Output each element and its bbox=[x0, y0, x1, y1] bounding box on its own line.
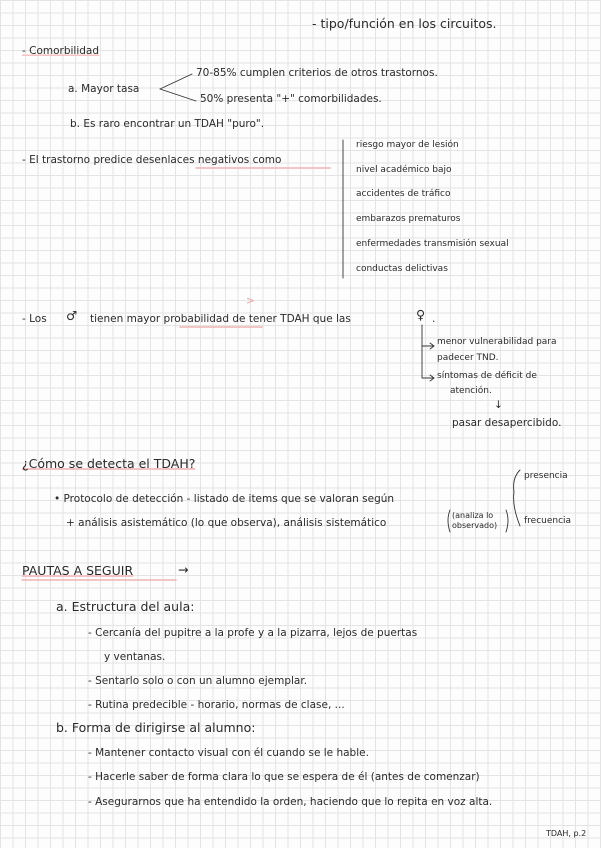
genero-line-mid: tienen mayor probabilidad de tener TDAH que las bbox=[90, 313, 351, 325]
mayor-tasa-label: a. Mayor tasa bbox=[68, 83, 140, 95]
down-arrow-icon: ↓ bbox=[494, 399, 503, 411]
comorbilidad-heading: - Comorbilidad bbox=[22, 45, 100, 57]
comorbilidad-branch-1: 70-85% cumplen criterios de otros trastornos. bbox=[196, 67, 438, 79]
aula-item: - Sentarlo solo o con un alumno ejemplar. bbox=[88, 675, 308, 687]
tasa-branch-upper bbox=[160, 74, 192, 89]
forma-dirigirse-title: b. Forma de dirigirse al alumno: bbox=[56, 720, 256, 735]
valoran-bracket bbox=[514, 470, 520, 526]
paren-right bbox=[506, 510, 508, 532]
presencia-label: presencia bbox=[524, 471, 568, 481]
page-header: - tipo/función en los circuitos. bbox=[312, 16, 497, 31]
protocolo-line: • Protocolo de detección - listado de items que se valoran según bbox=[54, 493, 395, 505]
comorbilidad-branch-2: 50% presenta "+" comorbilidades. bbox=[200, 93, 382, 105]
male-symbol-icon: ♂ bbox=[66, 308, 78, 323]
desenlace-item: enfermedades transmisión sexual bbox=[356, 239, 509, 249]
desenlace-item: embarazos prematuros bbox=[356, 214, 461, 224]
desenlace-item: nivel académico bajo bbox=[356, 165, 452, 175]
frecuencia-label: frecuencia bbox=[524, 516, 572, 526]
deteccion-question: ¿Cómo se detecta el TDAH? bbox=[22, 456, 196, 471]
vulnerabilidad-line-1: menor vulnerabilidad para bbox=[437, 337, 557, 347]
desenlace-item: riesgo mayor de lesión bbox=[356, 140, 459, 150]
dirigirse-item: - Hacerle saber de forma clara lo que se espera de él (antes de comenzar) bbox=[88, 771, 480, 783]
aula-item: - Cercanía del pupitre a la profe y a la pizarra, lejos de puertas bbox=[88, 627, 418, 639]
arrow-right-icon: → bbox=[178, 562, 189, 577]
estructura-aula-title: a. Estructura del aula: bbox=[56, 599, 195, 614]
paren-left bbox=[448, 510, 450, 532]
dirigirse-item: - Asegurarnos que ha entendido la orden, haciendo que lo repita en voz alta. bbox=[88, 796, 493, 808]
female-arrow-lower bbox=[422, 346, 434, 378]
vulnerabilidad-line-2: padecer TND. bbox=[437, 353, 499, 363]
greater-than-mark: > bbox=[246, 295, 255, 307]
desenlace-item: accidentes de tráfico bbox=[356, 189, 451, 199]
genero-line-end: . bbox=[432, 313, 436, 325]
female-arrow-upper bbox=[422, 325, 434, 346]
tdah-puro-line: b. Es raro encontrar un TDAH "puro". bbox=[70, 118, 265, 130]
female-symbol-icon: ♀ bbox=[416, 307, 426, 322]
genero-line-start: - Los bbox=[22, 313, 47, 325]
deficit-line-1: síntomas de déficit de bbox=[437, 371, 537, 381]
aula-item: - Rutina predecible - horario, normas de clase, ... bbox=[88, 699, 345, 711]
dirigirse-item: - Mantener contacto visual con él cuando se le hable. bbox=[88, 747, 369, 759]
analisis-line: + análisis asistemático (lo que observa), análisis sistemático bbox=[66, 517, 387, 529]
desenlaces-intro: - El trastorno predice desenlaces negativos como bbox=[22, 154, 282, 166]
tasa-branch-lower bbox=[160, 89, 196, 101]
desenlace-item: conductas delictivas bbox=[356, 264, 448, 274]
page-label: TDAH, p.2 bbox=[546, 829, 587, 838]
deficit-line-2: atención. bbox=[450, 386, 492, 396]
desapercibido-result: pasar desapercibido. bbox=[452, 417, 562, 429]
pautas-title: PAUTAS A SEGUIR bbox=[22, 563, 134, 578]
analiza-paren-2: observado) bbox=[452, 521, 498, 530]
aula-item: y ventanas. bbox=[104, 651, 166, 663]
analiza-paren-1: (analiza lo bbox=[452, 511, 494, 520]
